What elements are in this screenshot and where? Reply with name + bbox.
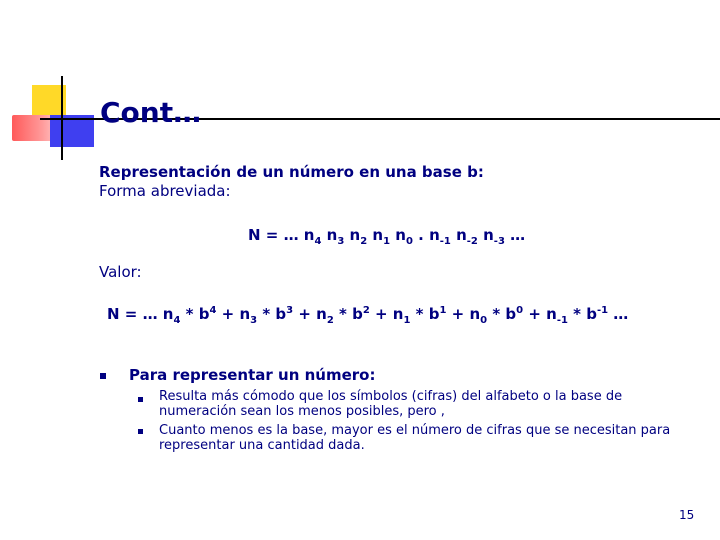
formula-superscript: 4 [209, 305, 217, 316]
formula-subscript: 4 [314, 236, 322, 247]
formula-term-text: * b [257, 305, 287, 323]
formula-term [216, 305, 258, 326]
formula-term [293, 305, 334, 326]
formula-term-text: n [390, 226, 406, 244]
formula-term [180, 305, 216, 323]
formula-subscript: -1 [556, 315, 568, 326]
short-form-formula [248, 226, 526, 247]
formula-term [487, 305, 523, 323]
formula-term-text: n [321, 226, 338, 244]
formula-subscript: 2 [360, 236, 368, 247]
formula-subscript: 0 [405, 236, 413, 247]
formula-term [257, 305, 293, 323]
formula-subscript: 3 [250, 315, 258, 326]
formula-term [412, 226, 451, 247]
formula-term [608, 305, 628, 323]
formula-subscript: 4 [173, 315, 181, 326]
formula-subscript: 0 [480, 315, 488, 326]
formula-term [450, 226, 478, 247]
formula-term-text: + n [446, 305, 481, 323]
formula-subscript: -1 [439, 236, 451, 247]
formula-term-text: n [344, 226, 361, 244]
formula-term-text: * b [333, 305, 363, 323]
formula-term [369, 305, 411, 326]
formula-term-text: * b [180, 305, 210, 323]
formula-term [505, 226, 525, 244]
formula-term [344, 226, 368, 247]
formula-term-text: N = … n [248, 226, 315, 244]
formula-term [477, 226, 505, 247]
formula-term-text: * b [487, 305, 517, 323]
formula-subscript: 2 [326, 315, 334, 326]
formula-term [446, 305, 488, 326]
formula-term-text: n [477, 226, 494, 244]
formula-term-text: + n [369, 305, 404, 323]
formula-term-text: + n [216, 305, 251, 323]
formula-term [568, 305, 608, 323]
formula-term-text: * b [567, 305, 597, 323]
formula-term-text: … [504, 226, 526, 244]
formula-term-text: N = … n [107, 305, 174, 323]
formula-term-text: + n [523, 305, 557, 323]
section-heading: Representación de un número en una base b: [99, 163, 484, 181]
formula-subscript: -3 [493, 236, 505, 247]
formula-superscript: 1 [439, 305, 447, 316]
sub-bullet-icon [138, 397, 143, 402]
formula-term-text: … [608, 305, 629, 323]
formula-subscript: -2 [466, 236, 478, 247]
formula-term [321, 226, 345, 247]
formula-superscript: 2 [362, 305, 370, 316]
sub-bullet-text: Cuanto menos es la base, mayor es el número de cifras que se necesitan para representar una cantidad dada. [159, 423, 671, 453]
formula-superscript: 0 [516, 305, 524, 316]
value-formula [107, 305, 629, 326]
formula-term [107, 305, 181, 326]
formula-term-text: n [367, 226, 384, 244]
short-form-label: Forma abreviada: [99, 182, 231, 200]
formula-term [390, 226, 413, 247]
formula-term [248, 226, 322, 247]
formula-subscript: 1 [403, 315, 411, 326]
formula-term-text: n [450, 226, 467, 244]
bullet-icon [100, 373, 106, 379]
formula-term-text: + n [293, 305, 327, 323]
formula-term [334, 305, 370, 323]
slide-title: Cont… [100, 96, 202, 129]
value-label: Valor: [99, 263, 142, 281]
formula-term [523, 305, 568, 326]
sub-bullet-text: Resulta más cómodo que los símbolos (cifras) del alfabeto o la base de numeración sean los menos posibles, pero , [159, 389, 623, 419]
formula-term [367, 226, 391, 247]
formula-term-text: * b [410, 305, 440, 323]
formula-term [410, 305, 446, 323]
formula-superscript: -1 [596, 305, 609, 316]
formula-term-text: . n [412, 226, 440, 244]
main-bullet-text: Para representar un número: [129, 366, 376, 384]
formula-subscript: 1 [383, 236, 391, 247]
page-number: 15 [679, 508, 695, 522]
sub-bullet-icon [138, 429, 143, 434]
formula-superscript: 3 [286, 305, 294, 316]
formula-subscript: 3 [337, 236, 345, 247]
